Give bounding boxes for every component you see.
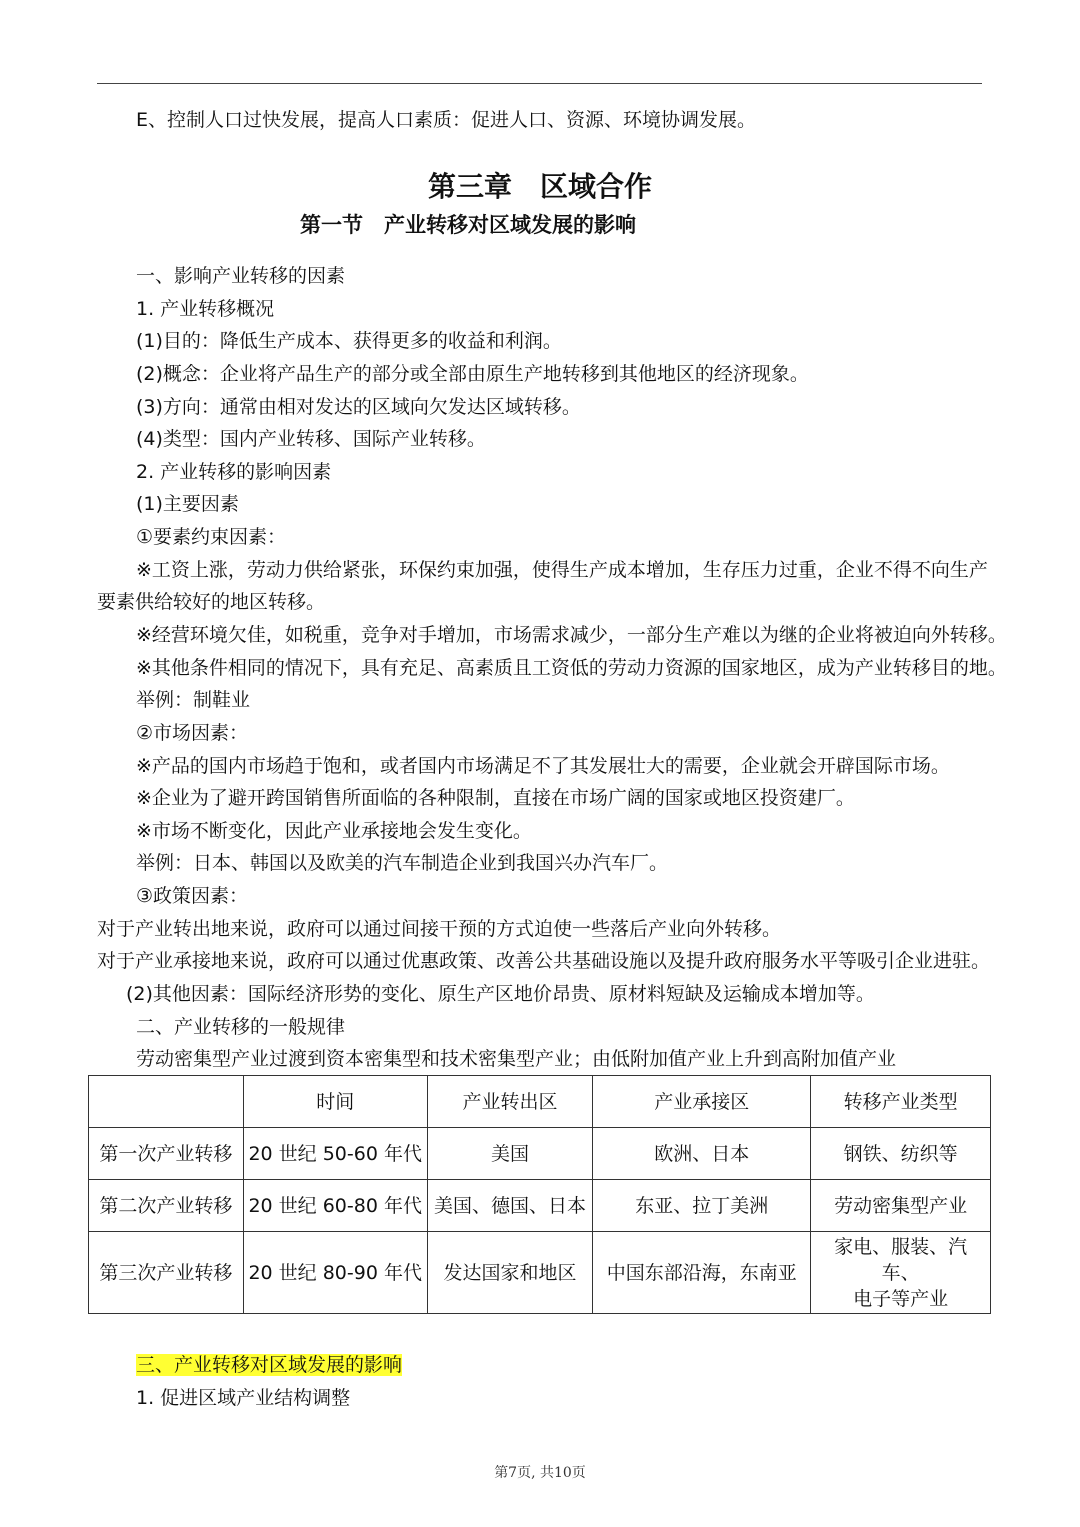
table-cell: [89, 1076, 244, 1128]
table-cell: 美国、德国、日本: [427, 1180, 593, 1232]
table-cell: 欧洲、日本: [593, 1128, 811, 1180]
paragraph-line: (2)其他因素：国际经济形势的变化、原生产区地价昂贵、原材料短缺及运输成本增加等。: [126, 983, 875, 1005]
heading-2: 二、产业转移的一般规律: [136, 1016, 346, 1038]
table-cell: 20 世纪 50-60 年代: [243, 1128, 427, 1180]
table-row: [89, 1232, 991, 1314]
paragraph-line: (4)类型：国内产业转移、国际产业转移。: [136, 428, 486, 450]
paragraph-line: ※其他条件相同的情况下，具有充足、高素质且工资低的劳动力资源的国家地区，成为产业转移目的地。: [136, 657, 1007, 679]
paragraph-line: (1)主要因素: [136, 493, 239, 515]
highlighted-heading: [136, 1353, 402, 1377]
paragraph-line: 举例：日本、韩国以及欧美的汽车制造企业到我国兴办汽车厂。: [136, 852, 669, 874]
table-cell: 劳动密集型产业: [811, 1180, 991, 1232]
highlight-text: 三、产业转移对区域发展的影响: [136, 1354, 403, 1376]
page-footer: 第7页, 共10页: [494, 1465, 586, 1481]
paragraph-line: (1)目的：降低生产成本、获得更多的收益和利润。: [136, 330, 562, 352]
table-header-row: [89, 1076, 991, 1128]
table-row: [89, 1128, 991, 1180]
top-line: E、控制人口过快发展，提高人口素质：促进人口、资源、环境协调发展。: [136, 109, 757, 131]
paragraph-line: 举例：制鞋业: [136, 689, 251, 711]
cell-line: 家电、服装、汽车、: [834, 1235, 968, 1284]
paragraph-line: 对于产业承接地来说，政府可以通过优惠政策、改善公共基础设施以及提升政府服务水平等吸引企业进驻。: [97, 950, 991, 972]
paragraph-line: ①要素约束因素：: [136, 526, 287, 548]
subheading: 2. 产业转移的影响因素: [136, 461, 332, 483]
paragraph-line: 要素供给较好的地区转移。: [97, 591, 326, 613]
section-title: 第一节 产业转移对区域发展的影响: [300, 213, 636, 237]
chapter-title: 第三章 区域合作: [427, 170, 652, 203]
table-cell: 第一次产业转移: [89, 1128, 244, 1180]
paragraph-line: ※产品的国内市场趋于饱和，或者国内市场满足不了其发展壮大的需要，企业就会开辟国际市场。: [136, 755, 950, 777]
table-cell: 20 世纪 60-80 年代: [243, 1180, 427, 1232]
paragraph-line: ※工资上涨，劳动力供给紧张，环保约束加强，使得生产成本增加，生存压力过重，企业不得不向生产: [136, 559, 988, 581]
paragraph-line: (3)方向：通常由相对发达的区域向欠发达区域转移。: [136, 396, 581, 418]
paragraph-line: 对于产业转出地来说，政府可以通过间接干预的方式迫使一些落后产业向外转移。: [97, 918, 782, 940]
table-cell: 中国东部沿海，东南亚: [593, 1232, 811, 1314]
table-cell: 钢铁、纺织等: [811, 1128, 991, 1180]
cell-line: 电子等产业: [853, 1287, 949, 1310]
table-cell: 转移产业类型: [811, 1076, 991, 1128]
paragraph-line: (2)概念：企业将产品生产的部分或全部由原生产地转移到其他地区的经济现象。: [136, 363, 809, 385]
table-cell: 第三次产业转移: [89, 1232, 244, 1314]
header-rule: [97, 83, 982, 84]
paragraph-line: ※经营环境欠佳，如税重，竞争对手增加，市场需求减少，一部分生产难以为继的企业将被迫向外转移。: [136, 624, 1007, 646]
heading-1: 一、影响产业转移的因素: [136, 265, 346, 287]
table-cell: [811, 1232, 991, 1314]
table-cell: 美国: [427, 1128, 593, 1180]
table-cell: 产业转出区: [427, 1076, 593, 1128]
table-cell: 东亚、拉丁美洲: [593, 1180, 811, 1232]
subheading: 1. 产业转移概况: [136, 298, 275, 320]
paragraph-line: ②市场因素：: [136, 722, 249, 744]
table-cell: 第二次产业转移: [89, 1180, 244, 1232]
industry-transfer-table: [88, 1075, 991, 1314]
paragraph-line: 劳动密集型产业过渡到资本密集型和技术密集型产业；由低附加值产业上升到高附加值产业: [136, 1048, 897, 1070]
paragraph-line: ※市场不断变化，因此产业承接地会发生变化。: [136, 820, 532, 842]
subheading: 1. 促进区域产业结构调整: [136, 1387, 351, 1409]
paragraph-line: ③政策因素：: [136, 885, 249, 907]
table-cell: 产业承接区: [593, 1076, 811, 1128]
table-row: [89, 1180, 991, 1232]
table-cell: 20 世纪 80-90 年代: [243, 1232, 427, 1314]
table-cell: 发达国家和地区: [427, 1232, 593, 1314]
table-cell: 时间: [243, 1076, 427, 1128]
paragraph-line: ※企业为了避开跨国销售所面临的各种限制，直接在市场广阔的国家或地区投资建厂。: [136, 787, 855, 809]
